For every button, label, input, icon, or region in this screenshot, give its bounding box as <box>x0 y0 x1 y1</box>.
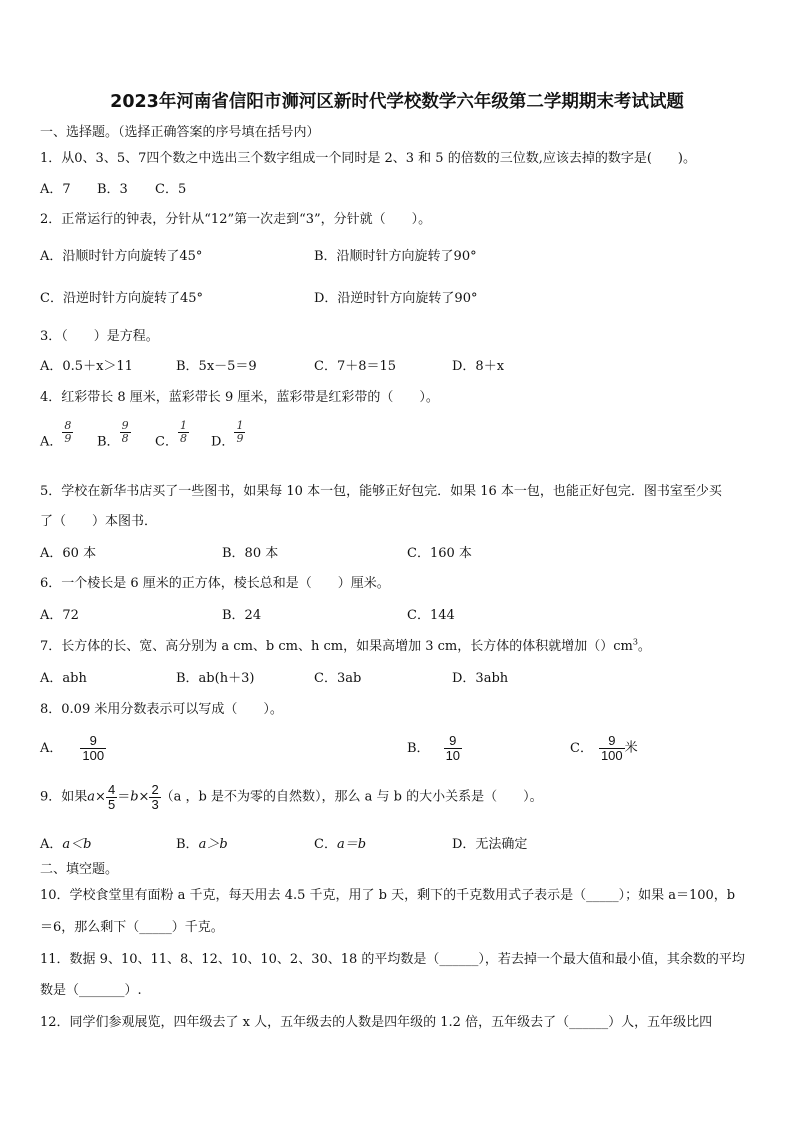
question-11-line1: 11．数据 9、10、11、8、12、10、10、2、30、18 的平均数是（______），若去掉一个最大值和最小值，其余数的平均 <box>40 952 745 967</box>
question-10-line1: 10．学校食堂里有面粉 a 千克，每天用去 4.5 千克，用了 b 天，剩下的千克数用式子表示是（_____）；如果 a＝100，b <box>40 888 736 903</box>
fraction-9-10: $\frac{9}{10}$ <box>445 733 461 763</box>
question-7-option-c: C．3ab <box>314 671 362 686</box>
question-4-option-b: B． $\frac{9}{8}$ <box>97 419 129 450</box>
question-5-stem-line2: 了（ ）本图书． <box>40 514 158 529</box>
question-8-stem: 8．0.09 米用分数表示可以写成（ ）。 <box>40 702 283 717</box>
question-1-option-b: B．3 <box>97 182 128 197</box>
fraction-9-100: $\frac{9}{100}$ <box>82 733 105 763</box>
question-8-option-b: B． $\frac{9}{10}$ <box>407 733 461 763</box>
question-6-option-a: A．72 <box>40 608 79 623</box>
fraction-1-9: $\frac{1}{9}$ <box>236 419 244 445</box>
question-3-stem: 3．（ ）是方程。 <box>40 329 159 344</box>
question-11-line2: 数是（_______）. <box>40 983 142 998</box>
question-9-option-d: D．无法确定 <box>452 837 528 852</box>
question-7-option-d: D．3abh <box>452 671 509 686</box>
question-1-stem: 1．从0、3、5、7四个数之中选出三个数字组成一个同时是 2、3 和 5 的倍数的三位数,应该去掉的数字是( )。 <box>40 151 696 166</box>
section-heading-fill: 二、填空题。 <box>40 862 119 877</box>
question-9-stem: 9．如果a× $\frac{4}{5}$ ＝b× $\frac{2}{3}$ （a ，b 是不为零的自然数），那么 a 与 b 的大小关系是（ ）。 <box>40 782 543 812</box>
question-4-stem: 4．红彩带长 8 厘米，蓝彩带长 9 厘米，蓝彩带是红彩带的（ ）。 <box>40 390 439 405</box>
question-6-stem: 6．一个棱长是 6 厘米的正方体，棱长总和是（ ）厘米。 <box>40 576 390 591</box>
question-8-option-c: C． $\frac{9}{100}$ 米 <box>570 733 638 763</box>
question-2-option-a: A．沿顺时针方向旋转了45° <box>40 249 203 264</box>
question-6-option-c: C．144 <box>407 608 455 623</box>
question-9-option-b: B．a＞b <box>176 837 228 852</box>
question-7-stem: 7．长方体的长、宽、高分别为 a cm、b cm、h cm，如果高增加 3 cm，长方体的体积就增加$()cm^3$。 <box>40 637 651 654</box>
question-1-option-c: C．5 <box>155 182 187 197</box>
question-2-option-d: D．沿逆时针方向旋转了90° <box>314 291 478 306</box>
question-2-option-c: C．沿逆时针方向旋转了45° <box>40 291 203 306</box>
question-5-stem-line1: 5．学校在新华书店买了一些图书，如果每 10 本一包，能够正好包完．如果 16 本一包，也能正好包完．图书室至少买 <box>40 484 722 499</box>
question-4-option-a: A． $\frac{8}{9}$ <box>40 419 72 450</box>
question-2-stem: 2．正常运行的钟表，分针从“12”第一次走到“3”，分针就（ ）。 <box>40 212 432 227</box>
question-10-line2: ＝6，那么剩下（_____）千克。 <box>40 920 224 935</box>
question-1-option-a: A．7 <box>40 182 71 197</box>
question-5-option-c: C．160 本 <box>407 546 472 561</box>
question-3-option-c: C．7＋8＝15 <box>314 359 397 374</box>
question-8-option-a: A． $\frac{9}{100}$ <box>40 733 105 763</box>
question-4-option-d: D． $\frac{1}{9}$ <box>211 419 244 450</box>
question-9-option-c: C．a＝b <box>314 837 367 852</box>
question-3-option-d: D．8＋x <box>452 359 505 374</box>
question-5-option-a: A．60 本 <box>40 546 97 561</box>
fraction-9-100-meter: $\frac{9}{100}$ <box>600 733 623 763</box>
question-9-option-a: A．a＜b <box>40 837 92 852</box>
question-2-option-b: B．沿顺时针方向旋转了90° <box>314 249 477 264</box>
section-heading-choice: 一、选择题。（选择正确答案的序号填在括号内） <box>40 125 320 140</box>
question-3-option-b: B．5x－5＝9 <box>176 359 257 374</box>
question-4-option-c: C． $\frac{1}{8}$ <box>155 419 187 450</box>
question-3-option-a: A．0.5＋x＞11 <box>40 359 133 374</box>
fraction-8-9: $\frac{8}{9}$ <box>64 419 72 445</box>
fraction-9-8: $\frac{9}{8}$ <box>121 419 129 445</box>
question-12-line1: 12．同学们参观展览，四年级去了 x 人，五年级去的人数是四年级的 1.2 倍，五年级去了（______）人，五年级比四 <box>40 1015 713 1030</box>
question-7-option-b: B．ab(h＋3) <box>176 671 255 686</box>
question-6-option-b: B．24 <box>222 608 262 623</box>
fraction-4-5: $\frac{4}{5}$ <box>107 782 116 812</box>
question-5-option-b: B．80 本 <box>222 546 279 561</box>
page-title: 2023年河南省信阳市浉河区新时代学校数学六年级第二学期期末考试试题 <box>110 92 684 112</box>
fraction-1-8: $\frac{1}{8}$ <box>179 419 187 445</box>
question-7-option-a: A．abh <box>40 671 87 686</box>
fraction-2-3: $\frac{2}{3}$ <box>151 782 159 812</box>
